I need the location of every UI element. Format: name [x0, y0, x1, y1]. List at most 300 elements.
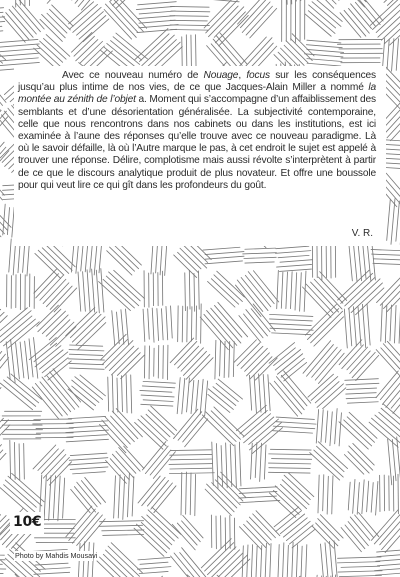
hatch-stroke	[139, 571, 168, 573]
hatch-stroke	[100, 521, 144, 522]
hatch-stroke	[54, 288, 77, 312]
photo-credit: Photo by Mahdis Mousavi	[15, 551, 98, 560]
hatch-stroke	[339, 575, 381, 576]
hatch-stroke	[377, 554, 400, 556]
hatch-cluster	[34, 305, 78, 349]
hatch-stroke	[122, 376, 123, 412]
hatch-cluster	[238, 487, 279, 503]
hatch-stroke	[117, 312, 120, 344]
hatch-stroke	[204, 314, 233, 347]
hatch-cluster	[139, 381, 175, 406]
hatch-cluster	[185, 270, 200, 311]
hatch-stroke	[273, 426, 315, 429]
hatch-cluster	[98, 407, 143, 453]
hatch-stroke	[157, 309, 159, 341]
hatch-cluster	[249, 373, 270, 413]
hatch-stroke	[268, 463, 310, 464]
hatch-stroke	[320, 515, 343, 538]
hatch-stroke	[34, 572, 70, 574]
hatch-stroke	[171, 6, 210, 7]
hatch-stroke	[25, 341, 29, 379]
hatch-stroke	[148, 410, 174, 435]
hatch-stroke	[270, 544, 271, 577]
hatch-stroke	[72, 314, 101, 342]
hatch-stroke	[38, 250, 64, 275]
back-cover-blurb	[18, 70, 376, 192]
hatch-stroke	[141, 416, 167, 441]
hatch-stroke	[46, 283, 68, 307]
hatch-stroke	[36, 274, 59, 298]
hatch-stroke	[19, 444, 20, 480]
hatch-stroke	[211, 279, 238, 305]
hatch-stroke	[305, 54, 343, 57]
hatch-cluster	[303, 341, 345, 385]
hatch-stroke	[0, 388, 1, 410]
hatch-stroke	[196, 380, 199, 412]
hatch-stroke	[202, 415, 233, 446]
hatch-stroke	[195, 474, 196, 515]
hatch-stroke	[0, 42, 3, 63]
hatch-stroke	[239, 491, 277, 493]
hatch-stroke	[170, 454, 212, 455]
hatch-stroke	[309, 5, 336, 28]
hatch-stroke	[85, 477, 106, 502]
hatch-stroke	[237, 343, 260, 366]
hatch-stroke	[353, 307, 356, 346]
hatch-stroke	[0, 49, 40, 52]
hatch-stroke	[16, 343, 20, 379]
hatch-stroke	[273, 431, 313, 433]
hatch-stroke	[78, 272, 81, 311]
hatch-stroke	[391, 199, 395, 245]
hatch-stroke	[50, 9, 71, 30]
hatch-cluster	[135, 406, 179, 450]
hatch-stroke	[107, 251, 132, 275]
hatch-stroke	[0, 383, 32, 410]
hatch-stroke	[349, 308, 352, 346]
hatch-stroke	[358, 243, 362, 281]
hatch-cluster	[308, 373, 347, 411]
hatch-stroke	[69, 2, 94, 24]
hatch-stroke	[27, 243, 29, 276]
hatch-stroke	[103, 279, 134, 308]
hatch-stroke	[376, 371, 398, 398]
hatch-stroke	[151, 406, 177, 430]
hatch-cluster	[0, 473, 45, 517]
hatch-stroke	[291, 272, 293, 309]
hatch-stroke	[239, 487, 277, 489]
hatch-stroke	[145, 446, 168, 474]
blurb-text-4: a. Moment qui s’accompagne d’un affaiblissement des semblants et d’une désorientation généralisée. La subjectivité contemporaine, celle que nous rencontrons dans nos cabinets ou dans les institutions, est ici examinée à l’aune des réponses qu’elle trouve avec ce nouveau paradigme. Là où le savoir défaille, là où l’Autre marque le pas, à cet endroit le sujet est appelé à trouver une réponse. Délire, complotisme mais aussi révolte s’interprètent à partir de ce que le discours analytique produit de plus novateur. Et offre une boussole pour qui veut lire ce qui gît dans les profondeurs du goût.	[18, 94, 376, 191]
hatch-stroke	[72, 513, 98, 544]
hatch-cluster	[268, 449, 312, 473]
hatch-stroke	[0, 21, 5, 24]
hatch-stroke	[170, 25, 209, 26]
hatch-stroke	[200, 317, 228, 350]
hatch-stroke	[3, 319, 35, 346]
hatch-stroke	[151, 242, 153, 274]
hatch-stroke	[186, 354, 210, 379]
hatch-stroke	[287, 545, 288, 577]
hatch-stroke	[170, 16, 208, 17]
hatch-stroke	[143, 381, 175, 383]
hatch-cluster	[33, 443, 74, 485]
hatch-stroke	[119, 448, 140, 472]
hatch-cluster	[239, 304, 275, 343]
hatch-stroke	[169, 464, 213, 465]
hatch-stroke	[335, 409, 337, 444]
hatch-stroke	[37, 305, 59, 326]
hatch-cluster	[144, 345, 167, 380]
hatch-stroke	[265, 543, 266, 577]
hatch-stroke	[270, 449, 311, 450]
hatch-stroke	[251, 545, 252, 577]
hatch-stroke	[160, 242, 162, 274]
hatch-stroke	[206, 0, 238, 33]
hatch-cluster	[170, 6, 210, 30]
hatch-stroke	[277, 354, 302, 374]
hatch-stroke	[372, 254, 400, 256]
hatch-stroke	[112, 375, 113, 413]
hatch-stroke	[186, 472, 187, 514]
hatch-stroke	[373, 263, 400, 264]
hatch-cluster	[345, 379, 380, 404]
hatch-stroke	[178, 346, 199, 368]
hatch-stroke	[311, 311, 343, 343]
hatch-stroke	[307, 40, 341, 43]
hatch-stroke	[165, 243, 167, 276]
hatch-stroke	[356, 355, 379, 380]
journal-title: Nouage	[203, 70, 239, 81]
hatch-stroke	[276, 377, 304, 410]
hatch-cluster	[172, 515, 205, 550]
hatch-stroke	[138, 476, 160, 503]
hatch-stroke	[278, 545, 279, 577]
hatch-stroke	[74, 487, 95, 512]
hatch-stroke	[350, 517, 370, 540]
hatch-stroke	[38, 449, 59, 471]
hatch-cluster	[171, 547, 206, 577]
hatch-stroke	[325, 543, 328, 577]
hatch-stroke	[387, 0, 400, 5]
hatch-stroke	[42, 377, 71, 412]
hatch-stroke	[114, 270, 145, 298]
hatch-stroke	[218, 302, 248, 337]
hatch-stroke	[49, 320, 70, 340]
hatch-stroke	[68, 462, 107, 465]
hatch-stroke	[182, 548, 206, 577]
hatch-stroke	[118, 475, 120, 518]
hatch-stroke	[317, 384, 343, 408]
hatch-stroke	[341, 528, 361, 552]
hatch-stroke	[275, 349, 300, 370]
hatch-stroke	[276, 246, 309, 248]
hatch-stroke	[312, 2, 341, 27]
hatch-stroke	[247, 545, 248, 577]
hatch-stroke	[68, 416, 105, 418]
hatch-stroke	[0, 111, 6, 141]
hatch-stroke	[372, 418, 400, 445]
hatch-stroke	[53, 369, 80, 402]
hatch-stroke	[80, 375, 105, 396]
hatch-cluster	[64, 0, 110, 10]
hatch-stroke	[50, 286, 72, 309]
hatch-stroke	[351, 283, 382, 313]
hatch-cluster	[181, 472, 196, 516]
hatch-cluster	[277, 270, 306, 312]
hatch-stroke	[40, 275, 64, 300]
hatch-cluster	[282, 0, 305, 42]
hatch-stroke	[315, 382, 339, 403]
hatch-stroke	[12, 6, 36, 34]
hatch-stroke	[111, 348, 138, 375]
hatch-stroke	[270, 328, 313, 330]
hatch-stroke	[101, 269, 104, 312]
hatch-stroke	[170, 468, 212, 469]
hatch-cluster	[235, 0, 276, 39]
hatch-cluster	[344, 304, 370, 349]
hatch-stroke	[318, 475, 319, 513]
hatch-stroke	[242, 546, 243, 577]
hatch-stroke	[341, 566, 380, 567]
hatch-stroke	[340, 13, 361, 38]
hatch-stroke	[253, 304, 275, 331]
hatch-stroke	[220, 340, 221, 376]
hatch-stroke	[323, 388, 346, 409]
hatch-stroke	[138, 16, 175, 19]
hatch-cluster	[243, 248, 277, 263]
hatch-stroke	[63, 478, 65, 518]
hatch-stroke	[280, 514, 304, 534]
hatch-stroke	[358, 307, 361, 346]
price: 10€	[13, 514, 42, 530]
hatch-stroke	[199, 271, 200, 309]
hatch-stroke	[170, 20, 207, 21]
hatch-cluster	[278, 542, 307, 577]
hatch-stroke	[220, 559, 250, 577]
hatch-stroke	[244, 524, 266, 547]
hatch-stroke	[284, 362, 307, 381]
hatch-stroke	[288, 473, 314, 497]
hatch-stroke	[87, 270, 90, 312]
hatch-stroke	[256, 511, 280, 536]
hatch-stroke	[148, 510, 178, 538]
hatch-stroke	[326, 411, 328, 443]
hatch-stroke	[201, 304, 202, 343]
hatch-stroke	[353, 443, 374, 465]
hatch-cluster	[269, 314, 314, 334]
hatch-stroke	[143, 309, 145, 341]
hatch-stroke	[0, 445, 1, 479]
hatch-stroke	[314, 450, 343, 477]
hatch-stroke	[68, 359, 104, 360]
hatch-stroke	[273, 490, 299, 514]
hatch-stroke	[45, 358, 68, 377]
hatch-stroke	[47, 376, 75, 409]
hatch-stroke	[75, 377, 103, 400]
hatch-cluster	[70, 476, 106, 515]
hatch-stroke	[117, 378, 118, 412]
hatch-cluster	[371, 249, 400, 264]
hatch-stroke	[281, 358, 304, 377]
hatch-cluster	[144, 271, 163, 308]
hatch-stroke	[362, 480, 364, 514]
hatch-stroke	[276, 422, 316, 424]
hatch-stroke	[277, 264, 312, 267]
hatch-stroke	[40, 41, 63, 62]
hatch-stroke	[308, 11, 335, 34]
blurb-text-2: ,	[238, 70, 247, 81]
hatch-cluster	[233, 339, 277, 383]
hatch-stroke	[314, 317, 344, 346]
hatch-stroke	[8, 476, 42, 506]
hatch-stroke	[221, 472, 246, 497]
hatch-stroke	[278, 255, 309, 257]
hatch-cluster	[108, 375, 132, 414]
hatch-stroke	[269, 343, 294, 364]
hatch-stroke	[183, 351, 206, 375]
hatch-stroke	[50, 372, 79, 407]
hatch-stroke	[362, 0, 383, 21]
hatch-stroke	[137, 567, 171, 570]
hatch-stroke	[140, 562, 168, 564]
hatch-stroke	[203, 247, 240, 250]
hatch-cluster	[99, 521, 144, 536]
hatch-stroke	[153, 452, 175, 479]
hatch-stroke	[92, 269, 95, 312]
hatch-stroke	[323, 475, 324, 511]
hatch-cluster	[33, 419, 74, 438]
hatch-stroke	[70, 453, 107, 455]
hatch-stroke	[191, 380, 194, 413]
hatch-stroke	[342, 345, 364, 369]
hatch-stroke	[46, 315, 68, 336]
hatch-stroke	[147, 480, 168, 506]
hatch-cluster	[381, 303, 400, 344]
hatch-stroke	[124, 446, 144, 468]
hatch-stroke	[80, 519, 105, 549]
hatch-stroke	[66, 430, 109, 433]
hatch-stroke	[357, 483, 359, 515]
hatch-stroke	[0, 26, 2, 29]
hatch-stroke	[110, 247, 135, 271]
hatch-stroke	[239, 527, 261, 550]
hatch-stroke	[367, 481, 369, 512]
hatch-stroke	[189, 270, 190, 309]
hatch-stroke	[255, 443, 257, 478]
hatch-stroke	[316, 410, 318, 444]
hatch-stroke	[314, 0, 336, 4]
hatch-stroke	[99, 241, 102, 272]
hatch-stroke	[268, 472, 310, 473]
hatch-stroke	[347, 402, 378, 403]
hatch-stroke	[169, 473, 214, 474]
hatch-stroke	[387, 199, 391, 240]
hatch-stroke	[224, 341, 225, 377]
hatch-stroke	[205, 381, 208, 416]
hatch-stroke	[126, 375, 127, 413]
hatch-stroke	[0, 166, 4, 195]
hatch-stroke	[49, 476, 51, 521]
hatch-stroke	[286, 41, 308, 63]
hatch-stroke	[251, 309, 270, 332]
hatch-stroke	[183, 244, 207, 268]
hatch-stroke	[303, 287, 331, 317]
hatch-stroke	[382, 519, 400, 550]
hatch-stroke	[41, 450, 64, 474]
hatch-stroke	[139, 11, 175, 14]
hatch-stroke	[246, 310, 268, 336]
hatch-stroke	[102, 339, 127, 364]
hatch-stroke	[338, 557, 381, 558]
hatch-stroke	[147, 515, 175, 541]
hatch-stroke	[385, 306, 387, 343]
hatch-stroke	[14, 442, 15, 479]
hatch-cluster	[132, 506, 183, 556]
hatch-stroke	[178, 252, 199, 272]
hatch-stroke	[100, 334, 126, 360]
hatch-stroke	[359, 512, 379, 536]
hatch-stroke	[143, 400, 173, 402]
hatch-stroke	[381, 303, 383, 341]
hatch-stroke	[348, 452, 369, 474]
hatch-stroke	[73, 472, 106, 474]
hatch-stroke	[161, 309, 163, 340]
hatch-stroke	[182, 378, 185, 414]
hatch-stroke	[106, 460, 127, 483]
hatch-stroke	[234, 340, 257, 363]
hatch-stroke	[213, 387, 236, 406]
hatch-stroke	[256, 546, 257, 577]
hatch-stroke	[0, 71, 6, 103]
hatch-stroke	[254, 375, 256, 413]
hatch-stroke	[112, 311, 115, 346]
hatch-stroke	[71, 489, 90, 512]
hatch-stroke	[146, 414, 170, 437]
hatch-cluster	[376, 340, 400, 380]
hatch-cluster	[65, 307, 109, 350]
hatch-cluster	[7, 274, 35, 310]
hatch-stroke	[337, 562, 379, 563]
hatch-stroke	[344, 309, 347, 348]
hatch-stroke	[77, 482, 97, 507]
hatch-stroke	[0, 564, 2, 565]
hatch-stroke	[292, 529, 315, 548]
hatch-stroke	[72, 380, 99, 402]
hatch-stroke	[321, 410, 323, 443]
hatch-stroke	[171, 29, 208, 30]
hatch-stroke	[246, 353, 269, 376]
hatch-stroke	[20, 342, 24, 378]
hatch-stroke	[384, 177, 400, 201]
hatch-stroke	[114, 476, 116, 518]
hatch-cluster	[371, 509, 400, 553]
hatch-cluster	[286, 0, 301, 4]
hatch-cluster	[318, 475, 333, 515]
hatch-stroke	[100, 557, 131, 577]
hatch-stroke	[200, 0, 239, 2]
hatch-stroke	[226, 443, 228, 488]
hatch-cluster	[200, 301, 248, 352]
hatch-stroke	[9, 239, 11, 272]
hatch-stroke	[249, 517, 271, 540]
hatch-stroke	[334, 541, 337, 577]
hatch-stroke	[289, 525, 313, 544]
hatch-stroke	[196, 35, 197, 70]
hatch-cluster	[342, 443, 376, 477]
hatch-stroke	[381, 12, 400, 40]
hatch-cluster	[78, 268, 104, 314]
